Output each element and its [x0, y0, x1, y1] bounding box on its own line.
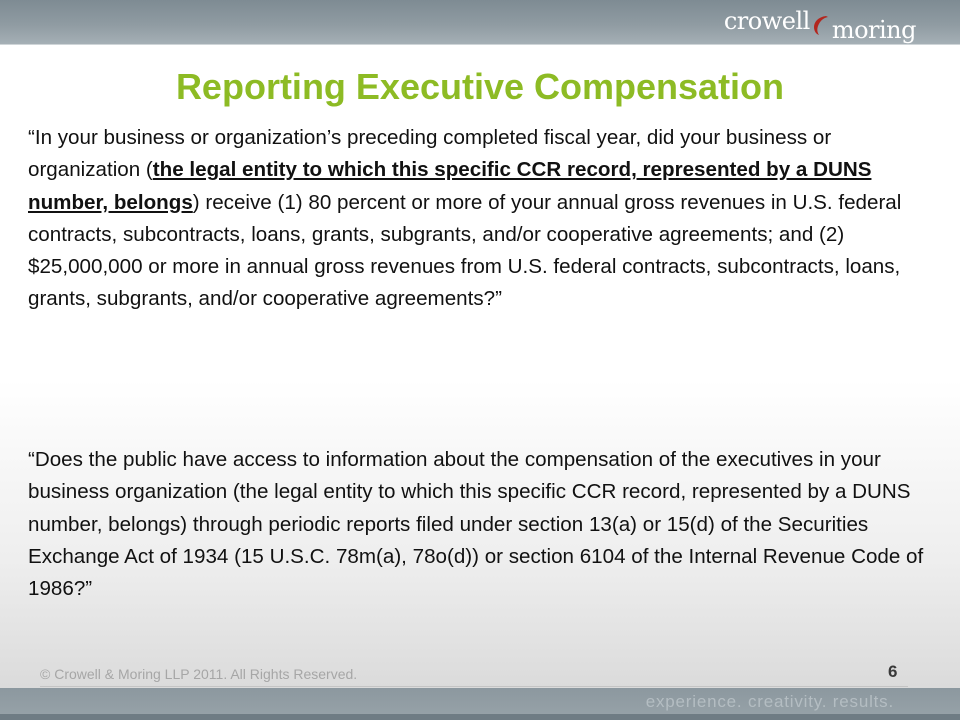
tagline: experience. creativity. results. [645, 692, 894, 711]
question-paragraph-2: “Does the public have access to information about the compensation of the executives in your business organization (the legal entity to which this specific CCR record, represented by a DUNS number, belongs) through periodic reports filed under section 13(a) or 15(d) of the Securities Exchange Act of 1934 (15 U.S.C. 78m(a), 78o(d)) or section 6104 of the Internal Revenue Code of 1986?” [28, 448, 924, 601]
copyright-notice: © Crowell & Moring LLP 2011. All Rights Reserved. [40, 666, 358, 682]
question-1-text-start: “In your business or organization’s preceding completed fiscal year, did your business or organization ( [28, 126, 832, 182]
question-1-text-end: ) receive (1) 80 percent or more of your annual gross revenues in U.S. federal contracts, subcontracts, loans, grants, subgrants, and/or cooperative agreements; and (2) $25,000,000 or more in annual gross revenues from U.S. federal contracts, subcontracts, loans, grants, subgrants, and/or cooperative agreements?” [28, 190, 902, 311]
question-1-emphasis: the legal entity to which this specific CCR record, represented by a DUNS number, belongs [28, 158, 872, 214]
logo-mark-icon [812, 14, 830, 36]
question-paragraph-1 [28, 122, 934, 316]
logo-word-moring: moring [831, 16, 916, 44]
slide-title: Reporting Executive Compensation [175, 66, 785, 107]
page-number: 6 [888, 662, 898, 681]
footer-divider [40, 686, 908, 687]
header-band [0, 0, 960, 45]
crowell-moring-logo [723, 4, 916, 44]
logo-word-crowell: crowell [723, 7, 810, 35]
